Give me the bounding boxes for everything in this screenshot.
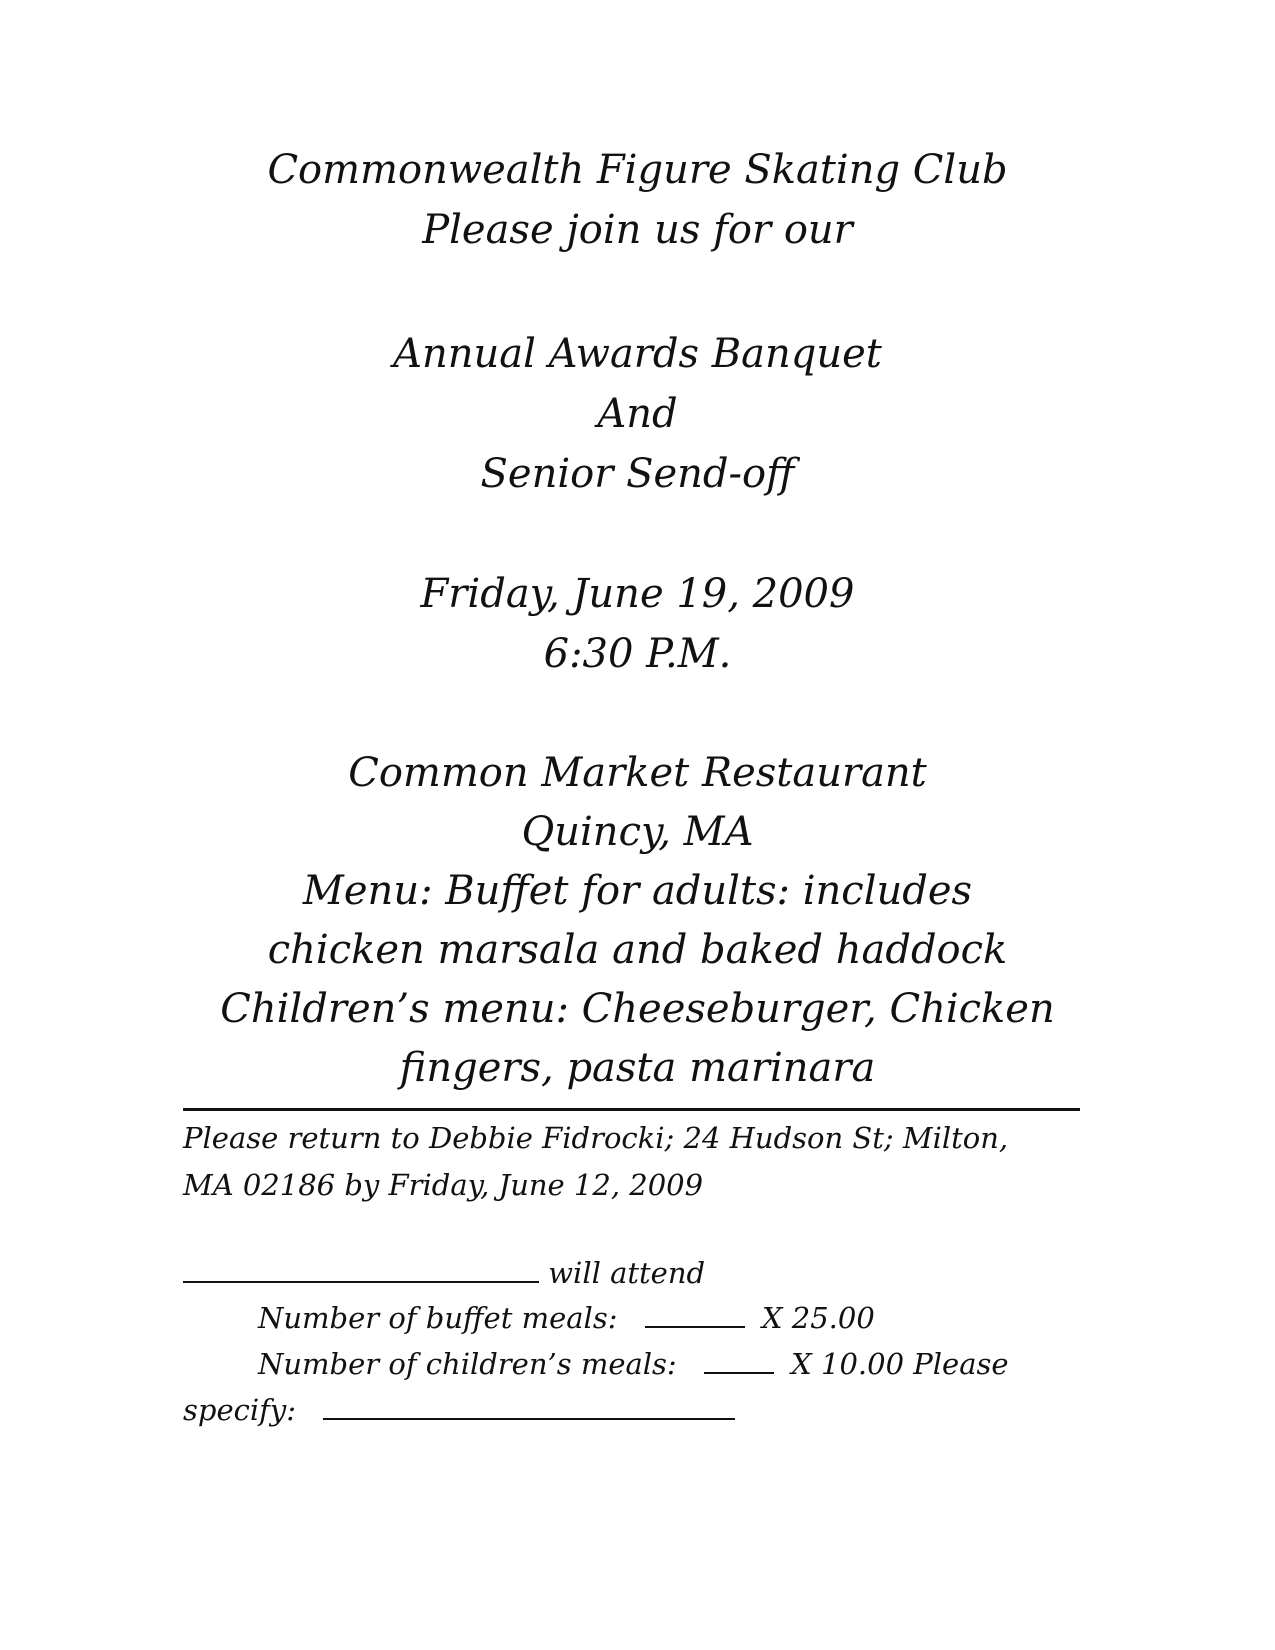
buffet-price: X 25.00 bbox=[761, 1301, 875, 1335]
club-name: Commonwealth Figure Skating Club bbox=[267, 147, 1008, 193]
menu-line: chicken marsala and baked haddock bbox=[267, 927, 1008, 973]
children-meals-field[interactable] bbox=[704, 1346, 774, 1374]
buffet-meals-label: Number of buffet meals: bbox=[258, 1301, 618, 1335]
children-price: X 10.00 Please bbox=[791, 1347, 1009, 1381]
children-meals-row bbox=[258, 1346, 1009, 1382]
will-attend-label: will attend bbox=[548, 1256, 706, 1290]
event-title: Annual Awards Banquet bbox=[393, 331, 882, 377]
buffet-meals-row bbox=[258, 1300, 875, 1336]
event-date: Friday, June 19, 2009 bbox=[420, 571, 855, 617]
attendee-row bbox=[183, 1255, 705, 1291]
event-conjunction: And bbox=[597, 391, 678, 437]
menu-line: Children’s menu: Cheeseburger, Chicken bbox=[220, 986, 1055, 1032]
venue-name: Common Market Restaurant bbox=[348, 750, 927, 796]
event-subtitle: Senior Send-off bbox=[480, 451, 795, 497]
invite-line: Please join us for our bbox=[422, 207, 853, 253]
attendee-name-field[interactable] bbox=[183, 1255, 539, 1283]
specify-label: specify: bbox=[183, 1393, 297, 1427]
menu-line: Menu: Buffet for adults: includes bbox=[302, 868, 973, 914]
venue-location: Quincy, MA bbox=[521, 809, 754, 855]
return-deadline: MA 02186 by Friday, June 12, 2009 bbox=[183, 1168, 704, 1202]
divider bbox=[183, 1108, 1080, 1111]
specify-row bbox=[183, 1392, 735, 1428]
specify-field[interactable] bbox=[323, 1392, 735, 1420]
event-time: 6:30 P.M. bbox=[543, 631, 732, 677]
buffet-meals-field[interactable] bbox=[645, 1300, 745, 1328]
return-instructions: Please return to Debbie Fidrocki; 24 Hudson St; Milton, bbox=[183, 1121, 1009, 1155]
children-meals-label: Number of children’s meals: bbox=[258, 1347, 677, 1381]
menu-line: fingers, pasta marinara bbox=[399, 1045, 876, 1091]
